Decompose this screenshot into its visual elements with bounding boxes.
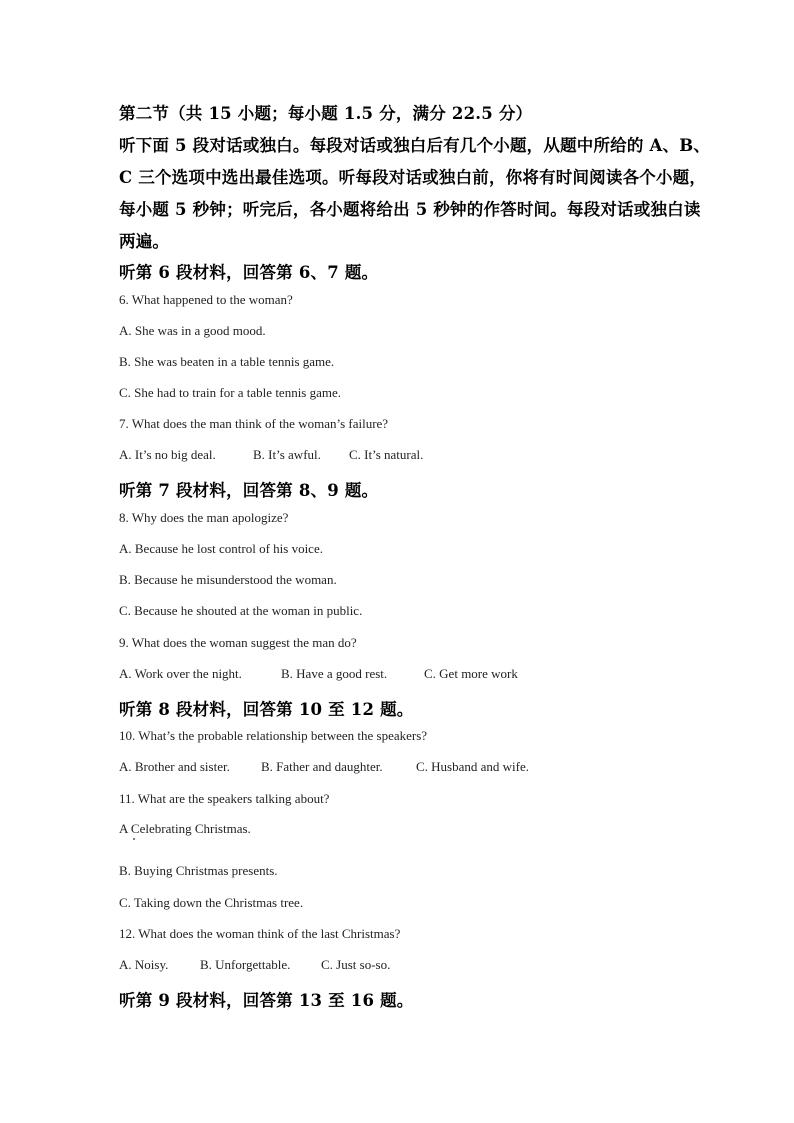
- question-7: 7. What does the man think of the woman’s failure?: [119, 416, 389, 431]
- question-6-option-b: B. She was beaten in a table tennis game.: [119, 354, 335, 369]
- question-12-option-a: A. Noisy.: [119, 957, 169, 972]
- question-7-option-b: B. It’s awful.: [253, 447, 321, 462]
- question-9-option-c: C. Get more work: [424, 666, 518, 681]
- instructions-line-3: 每小题 5 秒钟；听完后，各小题将给出 5 秒钟的作答时间。每段对话或独白读: [119, 200, 701, 219]
- question-11: 11. What are the speakers talking about?: [119, 791, 330, 806]
- question-6-option-a: A. She was in a good mood.: [119, 323, 266, 338]
- question-7-option-a: A. It’s no big deal.: [119, 447, 216, 462]
- stray-dot-mark: [133, 838, 135, 840]
- question-8-option-c: C. Because he shouted at the woman in public.: [119, 603, 363, 618]
- question-10-options: [119, 759, 529, 775]
- group-heading-7: 听第 7 段材料，回答第 8、9 题。: [119, 481, 379, 500]
- question-12-options: [119, 957, 390, 973]
- question-9-options: [119, 666, 518, 682]
- question-9: 9. What does the woman suggest the man do?: [119, 635, 357, 650]
- question-9-option-b: B. Have a good rest.: [281, 666, 388, 681]
- instructions-line-1: 听下面 5 段对话或独白。每段对话或独白后有几个小题，从题中所给的 A、B、: [119, 136, 711, 155]
- question-10-option-c: C. Husband and wife.: [416, 759, 530, 774]
- question-10-option-a: A. Brother and sister.: [119, 759, 230, 774]
- question-11-option-a: A Celebrating Christmas.: [119, 821, 251, 836]
- question-7-options: [119, 447, 423, 463]
- section-heading: 第二节（共 15 小题；每小题 1.5 分，满分 22.5 分）: [119, 104, 533, 123]
- group-heading-6: 听第 6 段材料，回答第 6、7 题。: [119, 263, 379, 282]
- question-10: 10. What’s the probable relationship between the speakers?: [119, 728, 428, 743]
- question-12-option-c: C. Just so-so.: [321, 957, 391, 972]
- question-8-option-a: A. Because he lost control of his voice.: [119, 541, 323, 556]
- question-6-option-c: C. She had to train for a table tennis game.: [119, 385, 342, 400]
- question-11-option-c: C. Taking down the Christmas tree.: [119, 895, 304, 910]
- question-6: 6. What happened to the woman?: [119, 292, 293, 307]
- question-9-option-a: A. Work over the night.: [119, 666, 242, 681]
- group-heading-9: 听第 9 段材料，回答第 13 至 16 题。: [119, 991, 414, 1010]
- instructions-line-2: C 三个选项中选出最佳选项。听每段对话或独白前，你将有时间阅读各个小题，: [119, 168, 707, 187]
- question-8: 8. Why does the man apologize?: [119, 510, 289, 525]
- group-heading-8: 听第 8 段材料，回答第 10 至 12 题。: [119, 700, 414, 719]
- question-11-option-b: B. Buying Christmas presents.: [119, 863, 278, 878]
- question-12-option-b: B. Unforgettable.: [200, 957, 291, 972]
- question-12: 12. What does the woman think of the last Christmas?: [119, 926, 401, 941]
- question-10-option-b: B. Father and daughter.: [261, 759, 383, 774]
- question-8-option-b: B. Because he misunderstood the woman.: [119, 572, 337, 587]
- instructions-line-4: 两遍。: [119, 232, 170, 251]
- question-7-option-c: C. It’s natural.: [349, 447, 424, 462]
